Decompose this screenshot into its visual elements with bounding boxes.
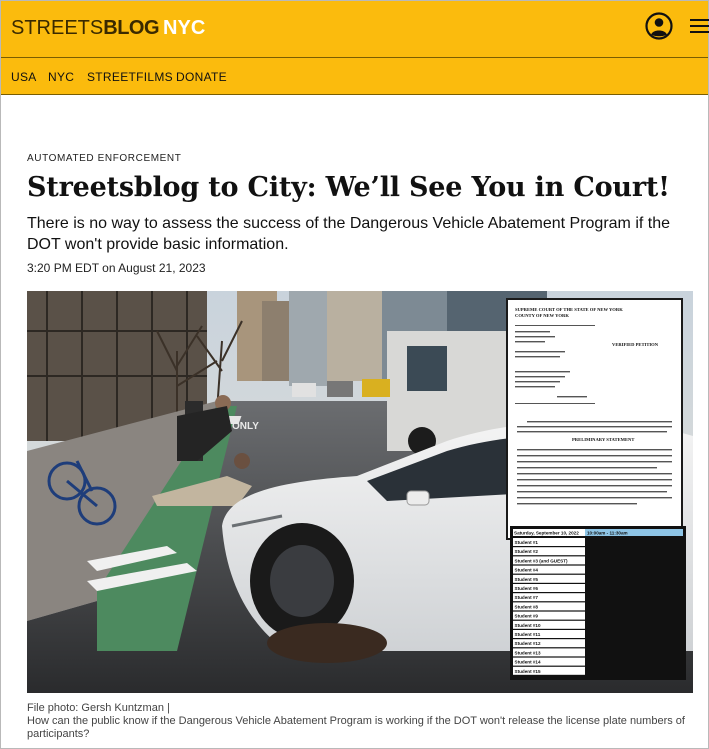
roster-student-label: Student #11: [514, 632, 541, 637]
roster-student-label: Student #6: [514, 586, 538, 591]
nav-item-usa[interactable]: USA: [11, 70, 37, 84]
roster-student-label: Student #3 (and GUEST): [514, 558, 568, 564]
roster-student-label: Student #4: [514, 567, 538, 573]
roster-student-label: Student #5: [514, 576, 538, 582]
photo-credit: File photo: Gersh Kuntzman |: [27, 702, 170, 714]
doc-section: PRELIMINARY STATEMENT: [572, 437, 635, 442]
user-circle-icon[interactable]: [645, 12, 673, 40]
main-nav: [1, 58, 708, 95]
legal-petition-document: [507, 299, 682, 539]
doc-court: SUPREME COURT OF THE STATE OF NEW YORK: [515, 307, 623, 312]
logo-blog: BLOG: [103, 17, 160, 39]
nav-item-nyc[interactable]: NYC: [48, 70, 75, 84]
doc-county: COUNTY OF NEW YORK: [515, 313, 569, 318]
hamburger-menu-icon[interactable]: [690, 19, 709, 33]
article-category[interactable]: AUTOMATED ENFORCEMENT: [27, 153, 182, 164]
roster-student-label: Student #13: [514, 650, 541, 656]
roster-date: Saturday, September 10, 2022: [514, 530, 579, 536]
student-roster-table: [511, 527, 685, 679]
roster-student-label: Student #10: [514, 622, 541, 628]
roster-student-label: Student #1: [514, 540, 538, 545]
street-sign-text: ONLY: [232, 421, 259, 432]
article-dek: There is no way to assess the success of the Dangerous Vehicle Abatement Program if the DOT won't provide basic information.: [27, 215, 671, 253]
roster-student-label: Student #2: [514, 549, 538, 555]
nav-item-streetfilms[interactable]: STREETFILMS: [87, 70, 173, 84]
roster-student-label: Student #15: [514, 668, 541, 674]
photo-caption: How can the public know if the Dangerous Vehicle Abatement Program is working if the DOT won't release the license plate numbers of participants?: [27, 715, 685, 740]
article-headline: Streetsblog to City: We’ll See You in Court!: [27, 172, 670, 203]
nav-item-donate[interactable]: DONATE: [176, 70, 227, 84]
roster-student-label: Student #12: [514, 641, 541, 647]
logo-streets: STREETS: [11, 17, 104, 39]
article-timestamp: 3:20 PM EDT on August 21, 2023: [27, 261, 206, 275]
site-logo[interactable]: [11, 16, 205, 40]
roster-time: 10:00am - 11:30am: [587, 530, 628, 536]
roster-student-label: Student #9: [514, 613, 538, 619]
roster-student-label: Student #7: [514, 595, 538, 601]
roster-student-label: Student #8: [514, 604, 538, 610]
doc-heading: VERIFIED PETITION: [612, 342, 659, 347]
article-photo: [27, 291, 693, 693]
site-header: [1, 1, 708, 58]
roster-student-label: Student #14: [514, 659, 541, 665]
logo-nyc: NYC: [163, 17, 206, 39]
